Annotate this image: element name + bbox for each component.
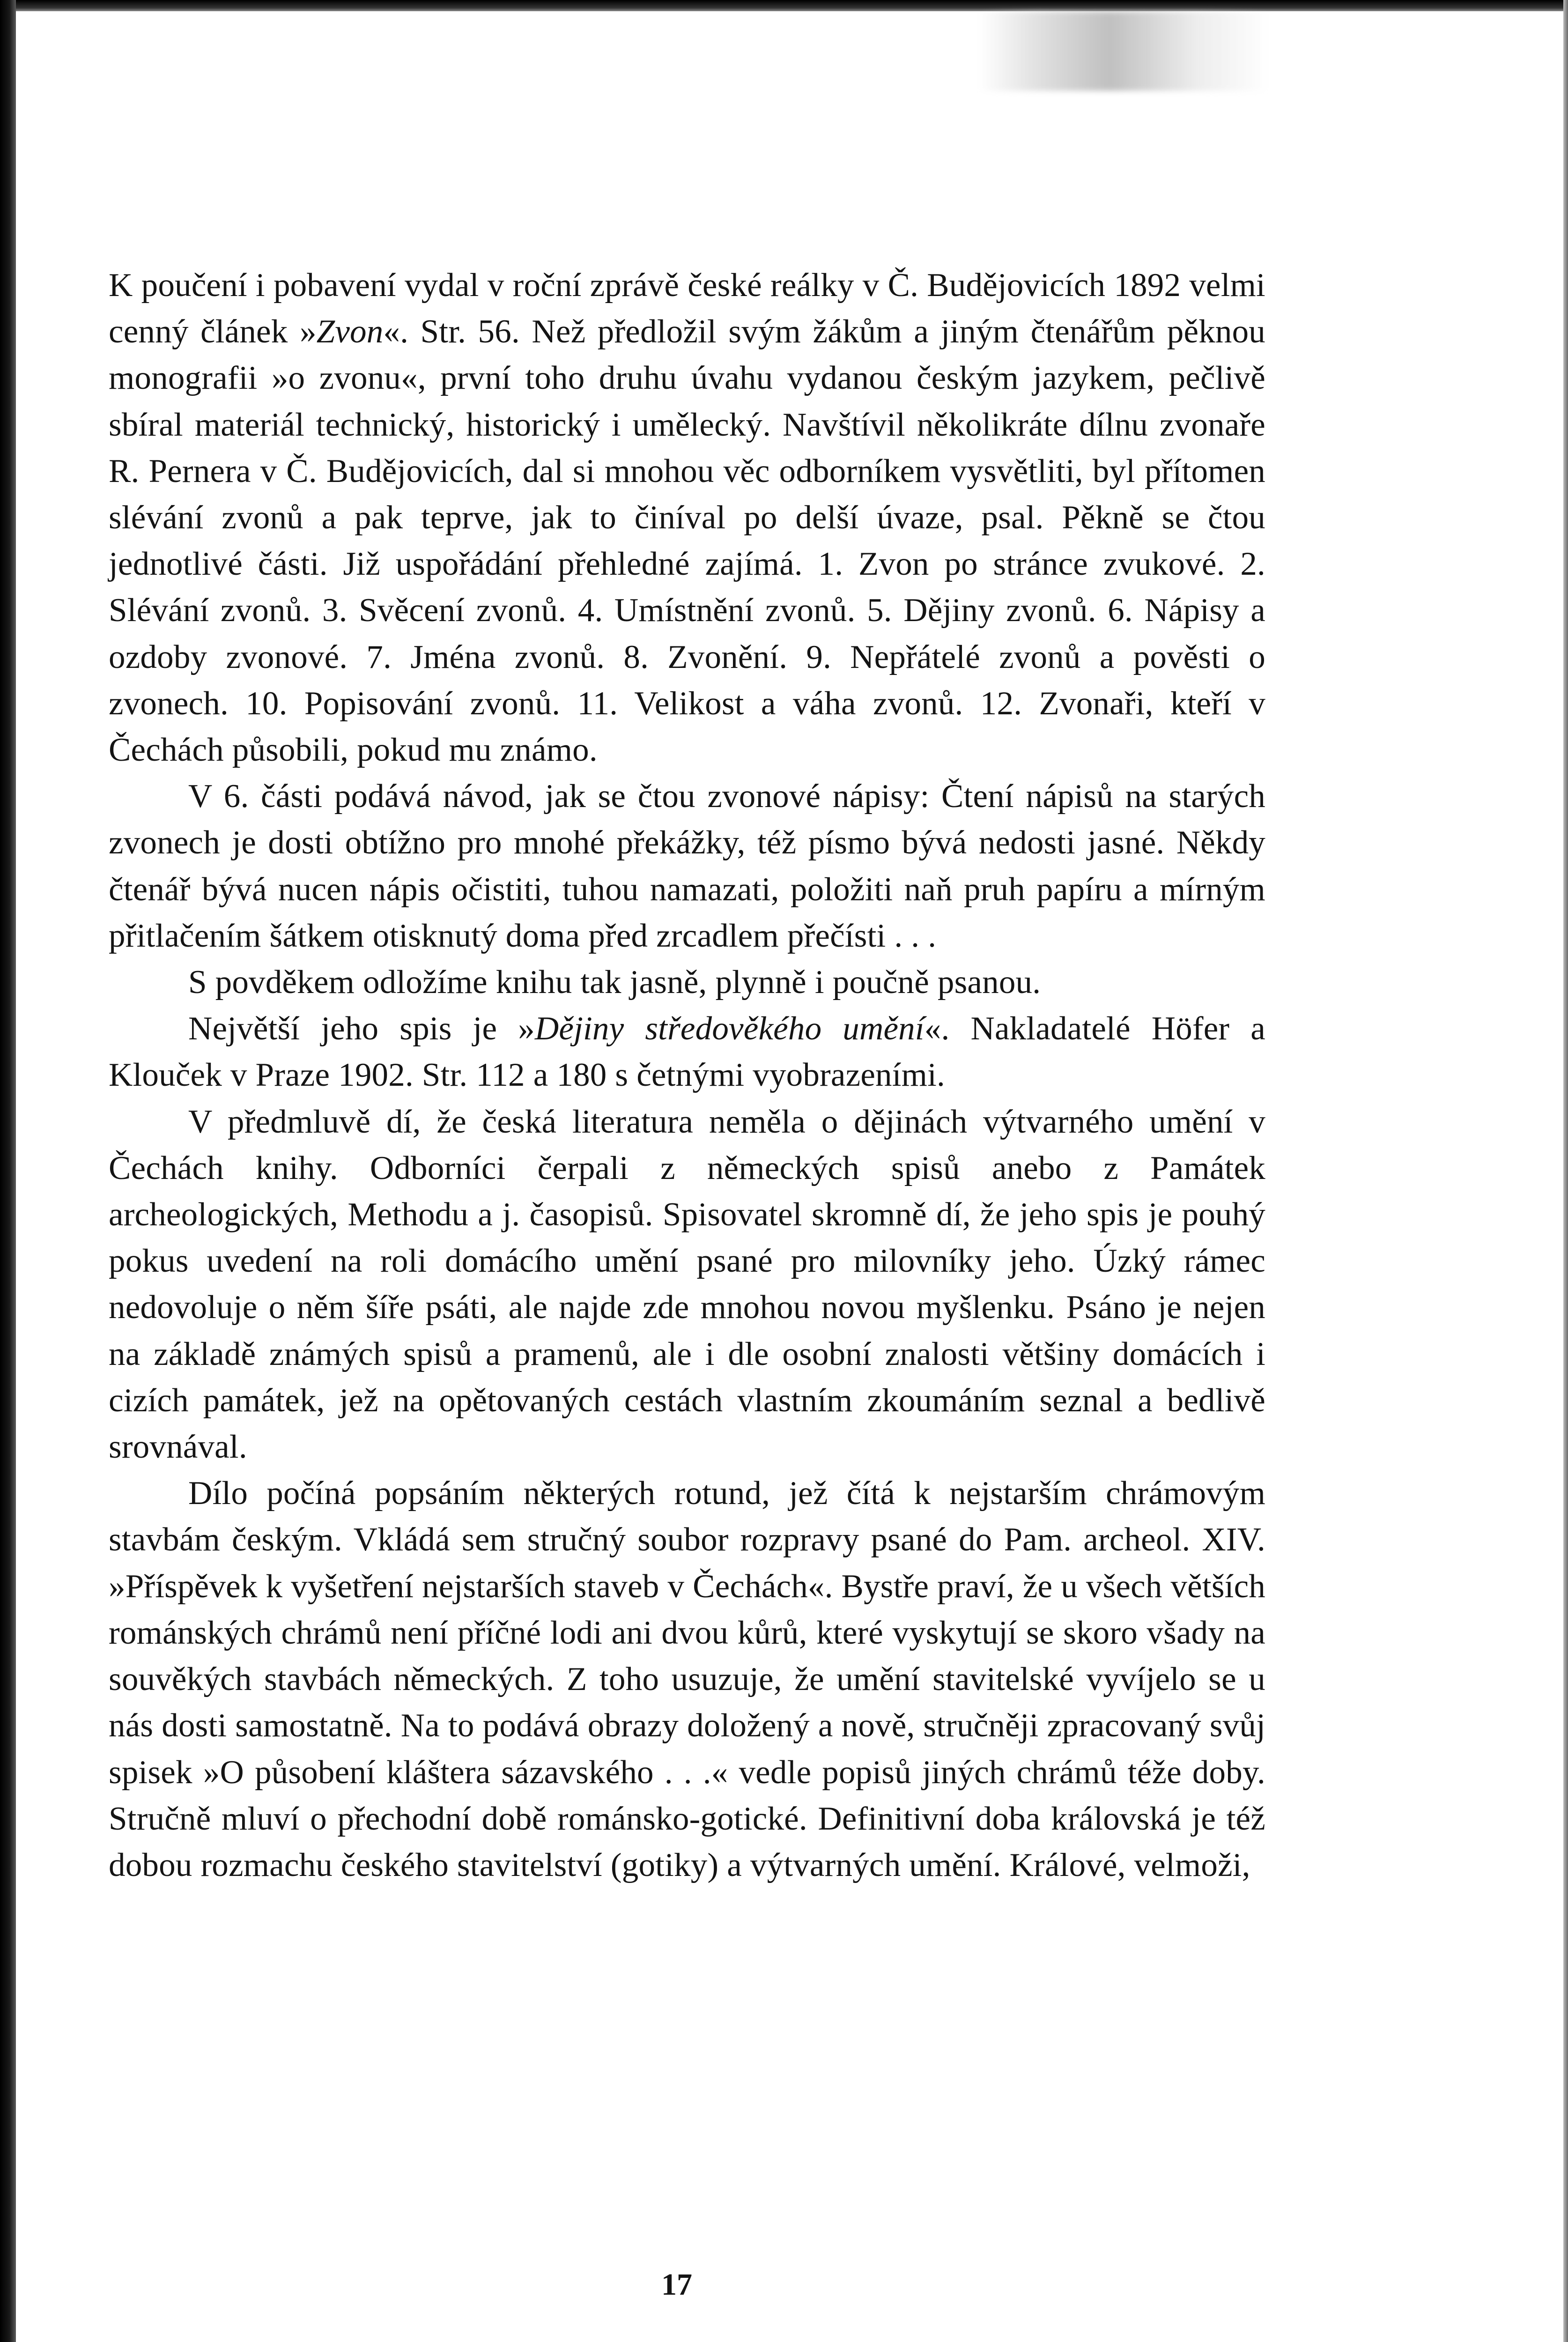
paragraph-zvon-article: K poučení i pobavení vydal v roční zprávě české reálky v Č. Budějovicích 1892 velmi cenný článek »Zvon«. Str. 56. Než předložil svým žákům a jiným čtenářům pěknou monografii »o zvonu«, první toho druhu úvahu vydanou českým jazykem, pečlivě sbíral materiál technický, historický i umělecký. Navštívil několikráte dílnu zvonaře R. Pernera v Č. Budějovicích, dal si mnohou věc odborníkem vysvětliti, byl přítomen slévání zvonů a pak teprve, jak to činíval po delší úvaze, psal. Pěkně se čtou jednotlivé části. Již uspořádání přehledné zajímá. 1. Zvon po stránce zvukové. 2. Slévání zvonů. 3. Svěcení zvonů. 4. Umístnění zvonů. 5. Dějiny zvonů. 6. Nápisy a ozdoby zvonové. 7. Jména zvonů. 8. Zvonění. 9. Nepřátelé zvonů a pověsti o zvonech. 10. Popisování zvonů. 11. Velikost a váha zvonů. 12. Zvonaři, kteří v Čechách působili, pokud mu známo. <box>109 267 1266 769</box>
page-number: 17 <box>661 2268 692 2302</box>
paragraph-rotundas: Dílo počíná popsáním některých rotund, jež čítá k nejstarším chrámovým stavbám českým. Vkládá sem stručný soubor rozpravy psané do Pam. archeol. XIV. »Příspěvek k vyšetření nejstarších staveb v Čechách«. Bystře praví, že u všech větších románských chrámů není příčné lodi ani dvou kůrů, které vyskytují se skoro všady na souvěkých stavbách německých. Z toho usuzuje, že umění stavitelské vyvíjelo se u nás dosti samostatně. Na to podává obrazy doložený a nově, stručněji zpracovaný svůj spisek »O působení kláštera sázavského . . .« vedle popisů jiných chrámů téže doby. Stručně mluví o přechodní době románsko-gotické. Definitivní doba královská je též dobou rozmachu českého stavitelství (gotiky) a výtvarných umění. Králové, velmoži, <box>109 1475 1265 1883</box>
scan-border-top <box>0 0 1568 11</box>
paragraph-book-praise: S povděkem odložíme knihu tak jasně, plynně i poučně psanou. <box>188 964 1041 1001</box>
paragraph-preface: V předmluvě dí, že česká literatura neměla o dějinách výtvarného umění v Čechách knihy. Odborníci čerpali z německých spisů anebo z Památek archeologických, Methodu a j. časopisů. Spisovatel skromně dí, že jeho spis je pouhý pokus uvedení na roli domácího umění psané pro milovníky jeho. Úzký rámec nedovoluje o něm šíře psáti, ale najde zde mnohou novou myšlenku. Psáno je nejen na základě známých spisů a pramenů, ale i dle osobní znalosti většiny domácích i cizích památek, jež na opětovaných cestách vlastním zkoumáním seznal a bedlivě srovnával. <box>109 1103 1265 1466</box>
paragraph-largest-work: Největší jeho spis je »Dějiny středověkého umění«. Nakladatelé Höfer a Klouček v Praze 1902. Str. 112 a 180 s četnými vyobrazeními. <box>109 1010 1265 1094</box>
scan-border-right <box>1563 0 1568 2342</box>
body-text <box>109 262 1265 1889</box>
paragraph-bell-inscriptions: V 6. části podává návod, jak se čtou zvonové nápisy: Čtení nápisů na starých zvonech je dosti obtížno pro mnohé překážky, též písmo bývá nedosti jasné. Někdy čtenář bývá nucen nápis očistiti, tuhou namazati, položiti naň pruh papíru a mírným přitlačením šátkem otisknutý doma před zrcadlem přečísti . . . <box>109 778 1265 954</box>
scan-border-left <box>0 0 16 2342</box>
scan-smudge <box>979 11 1269 91</box>
